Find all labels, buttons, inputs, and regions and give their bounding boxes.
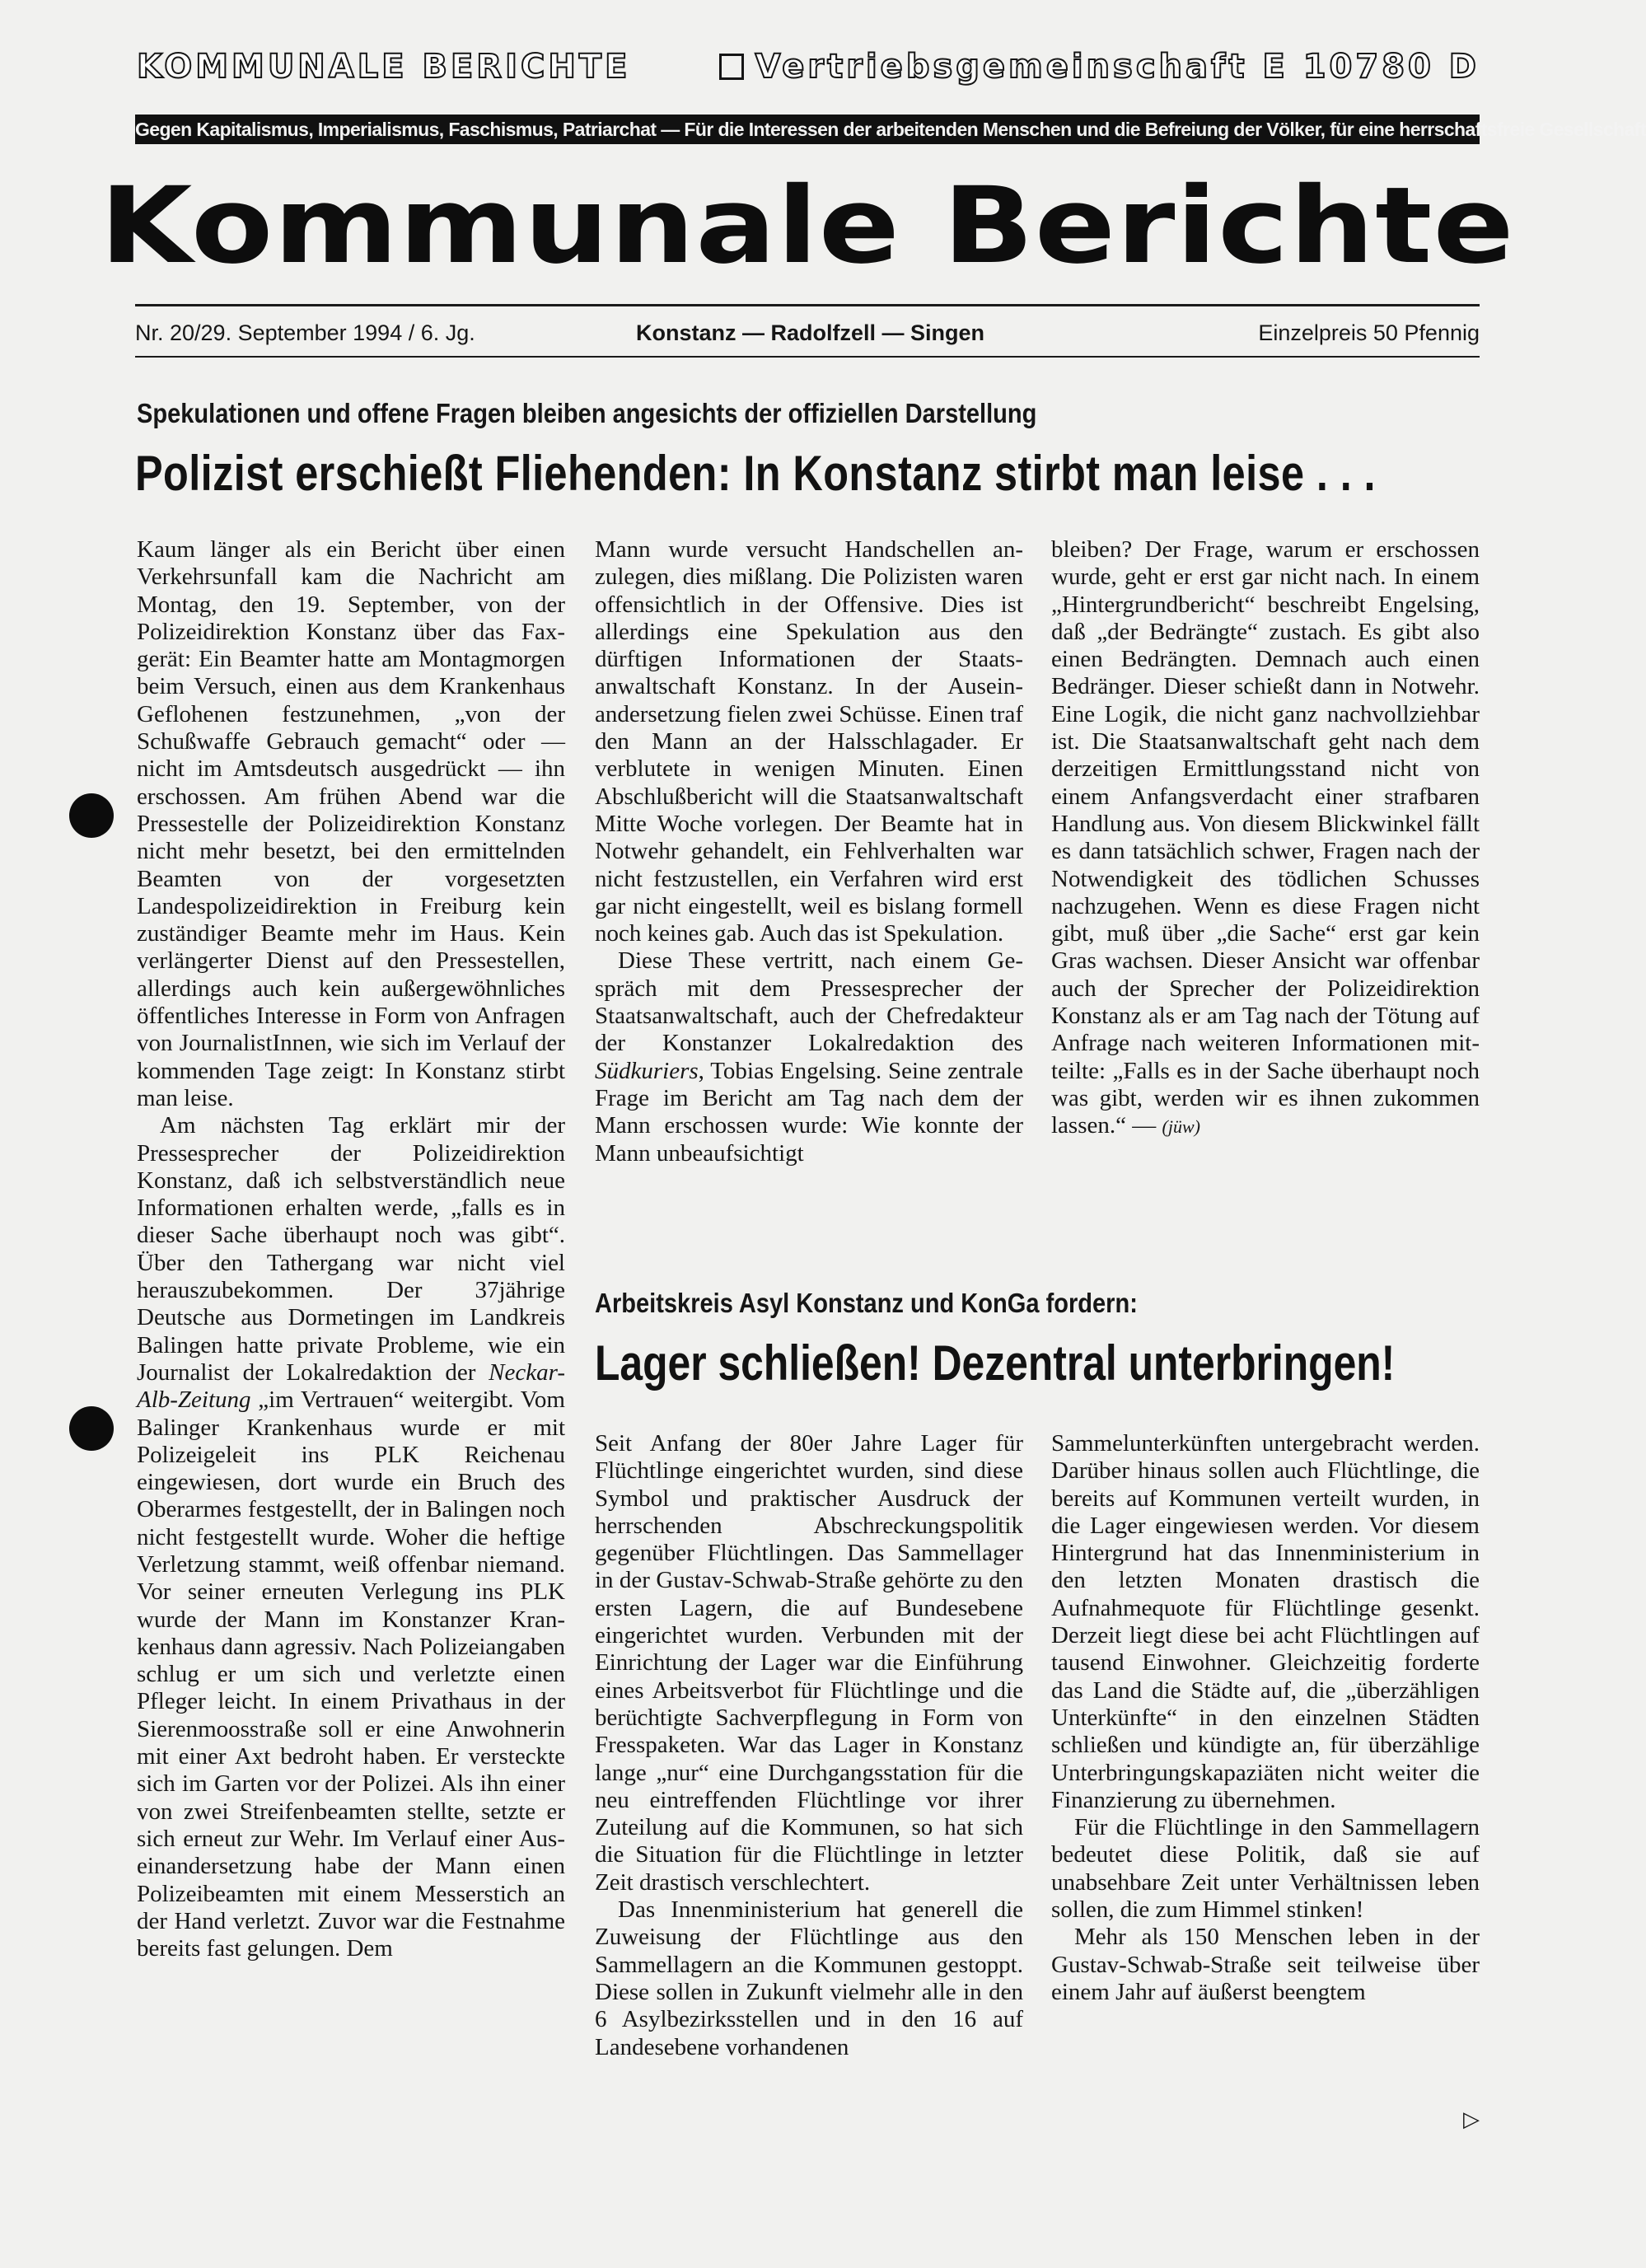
article2-kicker: Arbeitskreis Asyl Konstanz und KonGa fordern:	[595, 1288, 1138, 1318]
article1-column-1	[137, 536, 565, 1962]
newspaper-name: Neckar-Alb-Zeitung	[137, 1358, 565, 1414]
article2-paragraph: Sammelunterkünften untergebracht werden. Darüber hinaus sollen auch Flüchtlinge, die bereits auf Kommunen verteilt wurden, in die Lager eingewiesen werden. Vor diesem Hintergrund hat das Innenministerium in den letzten Monaten drastisch die Aufnahmequote für Flüchtlinge gesenkt. Derzeit liegt diese bei acht Flüchtlingen auf tausend Einwohner. Gleichzeitig forderte das Land die Städte auf, die „überzähligen Unterkünfte“ in den einzelnen Städten schließen und kündigte an, für überzählige Unterbringungskapaziäten nicht weiter die Finanzierung zu übernehmen.	[1051, 1430, 1480, 1813]
article1-paragraph: Kaum länger als ein Bericht über einen Verkehrsunfall kam die Nachricht am Montag, den 19. September, von der Polizeidirektion Konstanz über das Faxgerät: Ein Beamter hatte am Montagmorgen beim Versuch, einen aus dem Krankenhaus Geflohenen festzunehmen, „von der Schußwaffe Gebrauch gemacht“ oder — nicht im Amtsdeutsch ausgedrückt — ihn erschossen. Am frühen Abend war die Pressestelle der Polizeidirektion Konstanz nicht mehr besetzt, bei den ermittelnden Beamten von der vorgesetzten Landespolizeidirektion in Freiburg kein zuständiger Beamte mehr im Haus. Kein verlängerter Dienst auf den Pressestellen, allerdings auch kein außergewöhnliches öffentliches Interesse in Form von Anfragen von JournalistInnen, wie sich im Verlauf der kommenden Tage zeigt: In Konstanz stirbt man leise.	[137, 536, 565, 1111]
newspaper-name: Südkuriers	[595, 1057, 699, 1084]
price: Einzelpreis 50 Pfennig	[1258, 320, 1480, 345]
article1-column-2	[595, 536, 1023, 1167]
article1-paragraph: Mann wurde versucht Handschellen anzulegen, dies mißlang. Die Polizisten waren offensichtlich in der Offensive. Dies ist allerdings eine Spekulation aus den dürftigen Informationen der Staatsanwaltschaft Konstanz. In der Auseinandersetzung fielen zwei Schüsse. Einen traf den Mann an der Halsschlagader. Er verblutete in wenigen Minuten. Einen Abschlußbericht will die Staatsanwaltschaft Mitte Woche vorlegen. Der Beamte hat in Notwehr gehandelt, ein Fehlverhalten war nicht festzustellen, ein Verfahren wird erst gar nicht eingestellt, weil es bislang formell noch keines gab. Auch das ist Spekulation.	[595, 536, 1023, 947]
rule-bottom	[135, 356, 1480, 358]
square-icon	[719, 54, 744, 80]
top-right-text: Vertriebsgemeinschaft E 10780 D	[755, 48, 1480, 86]
issue-number: Nr. 20/29. September 1994 / 6. Jg.	[135, 320, 475, 345]
article2-paragraph: Das Innenministerium hat generell die Zuweisung der Flüchtlinge aus den Sammellagern an die Kommunen gestoppt. Diese sollen in Zukunft vielmehr alle in den 6 Asylbezirksstellen und in den 16 auf Landesebene vorhandenen	[595, 1896, 1023, 2060]
slogan-bar: Gegen Kapitalismus, Imperialismus, Faschismus, Patriarchat — Für die Interessen der arbeitenden Menschen und die Befreiung der Völker, für eine herrschaftsfreie Gesellschaft	[135, 115, 1480, 144]
article1-headline: Polizist erschießt Fliehenden: In Konstanz stirbt man leise . . .	[135, 446, 1376, 501]
article2-column-1	[595, 1430, 1023, 2061]
article2-paragraph: Mehr als 150 Menschen leben in der Gustav-Schwab-Straße seit teilweise über einem Jahr auf äußerst beengtem	[1051, 1924, 1480, 2005]
continue-arrow-icon: ▷	[1463, 2107, 1480, 2132]
masthead: Kommunale Berichte	[100, 165, 1515, 288]
article1-kicker: Spekulationen und offene Fragen bleiben angesichts der offiziellen Darstellung	[137, 398, 1037, 428]
punch-hole	[69, 1406, 114, 1451]
top-banner	[137, 48, 1480, 86]
top-title: KOMMUNALE BERICHTE	[137, 48, 631, 86]
places: Konstanz — Radolfzell — Singen	[636, 320, 985, 345]
article1-paragraph: Diese These vertritt, nach einem Gespräch mit dem Pressesprecher der Staatsanwaltschaft, auch der Chefredakteur der Konstanzer Lokalredaktion des Südkuriers, Tobias Engelsing. Seine zentrale Frage im Bericht am Tag nach dem der Mann erschossen wurde: Wie konnte der Mann unbeaufsichtigt	[595, 947, 1023, 1167]
article2-headline: Lager schließen! Dezentral unterbringen!	[595, 1335, 1396, 1391]
rule-top	[135, 304, 1480, 306]
article2-paragraph: Für die Flüchtlinge in den Sammellagern bedeutet diese Politik, daß sie auf unabsehbare Zeit unter Verhältnissen leben sollen, die zum Himmel stinken!	[1051, 1814, 1480, 1924]
article2-paragraph: Seit Anfang der 80er Jahre Lager für Flüchtlinge eingerichtet wurden, sind diese Symbol und praktischer Ausdruck der herrschenden Abschreckungspolitik gegenüber Flüchtlingen. Das Sammellager in der Gustav-Schwab-Straße gehörte zu den ersten Lagern, die auf Bundesebene eingerichtet wurden. Verbunden mit der Einrichtung der Lager war die Einführung eines Arbeitsverbot für Flüchtlinge und die berüchtigte Sachverpflegung in Form von Fresspaketen. War das Lager in Konstanz lange „nur“ eine Durchgangsstation für die neu eintreffenden Flüchtlinge vor ihrer Zuteilung auf die Kommunen, so hat sich die Situation für die Flüchtlinge in letzter Zeit drastisch verschlechtert.	[595, 1430, 1023, 1896]
punch-hole	[69, 793, 114, 838]
article1-column-3	[1051, 536, 1480, 1141]
article1-paragraph: bleiben? Der Frage, warum er erschossen wurde, geht er erst gar nicht nach. In einem „Hintergrundbericht“ beschreibt Engelsing, daß „der Bedrängte“ zustach. Es gibt also einen Bedrängten. Demnach auch einen Bedränger. Dieser schießt dann in Notwehr. Eine Logik, die nicht ganz nachvollziehbar ist. Die Staatsanwaltschaft geht nach dem derzeitigen Ermittlungsstand nicht von einem Anfangsverdacht einer strafbaren Handlung aus. Von diesem Blickwinkel fällt es dann tatsächlich schwer, Fragen nach der Notwendigkeit des tödlichen Schusses nachzugehen. Wenn es diese Fragen nicht gibt, muß über „die Sache“ erst gar kein Gras wachsen. Dieser Ansicht war offenbar auch der Sprecher der Polizeidirektion Konstanz als er am Tag nach der Tötung auf Anfrage nach weiteren Informationen mitteilte: „Falls es in der Sache überhaupt noch was gibt, werden wir es ihnen zukommen lassen.“ — (jüw)	[1051, 536, 1480, 1139]
author-signature: (jüw)	[1162, 1116, 1200, 1138]
issue-info-bar	[135, 316, 1480, 349]
article1-paragraph: Am nächsten Tag erklärt mir der Pressesprecher der Polizeidirektion Konstanz, daß ich selbstverständlich neue Informationen erhalten werde, „falls es in dieser Sache überhaupt noch was gibt“. Über den Tathergang war nicht viel herauszubekommen. Der 37jährige Deutsche aus Dormetingen im Landkreis Balingen hatte private Probleme, wie ein Journalist der Lokalredaktion der Neckar-Alb-Zeitung „im Vertrauen“ weitergibt. Vom Balinger Krankenhaus wurde er mit Polizeigeleit ins PLK Reichenau eingewiesen, dort wurde ein Bruch des Oberarmes festgestellt, der in Balingen noch nicht festgestellt wurde. Woher die heftige Verletzung stammt, weiß offenbar niemand. Vor seiner erneuten Verlegung ins PLK wurde der Mann im Konstanzer Krankenhaus dann agressiv. Nach Polizeiangaben schlug er um sich und verletzte einen Pfleger leicht. In einem Privathaus in der Sierenmoosstraße soll er eine Anwohnerin mit einer Axt bedroht haben. Er versteckte sich im Garten vor der Polizei. Als ihn einer von zwei Streifenbeamten stellte, setzte er sich erneut zur Wehr. Im Verlauf einer Auseinandersetzung habe der Mann einen Polizeibeamten mit einem Messerstich an der Hand verletzt. Zuvor war die Festnahme bereits fast gelungen. Dem	[137, 1112, 565, 1962]
article2-column-2	[1051, 1430, 1480, 2006]
